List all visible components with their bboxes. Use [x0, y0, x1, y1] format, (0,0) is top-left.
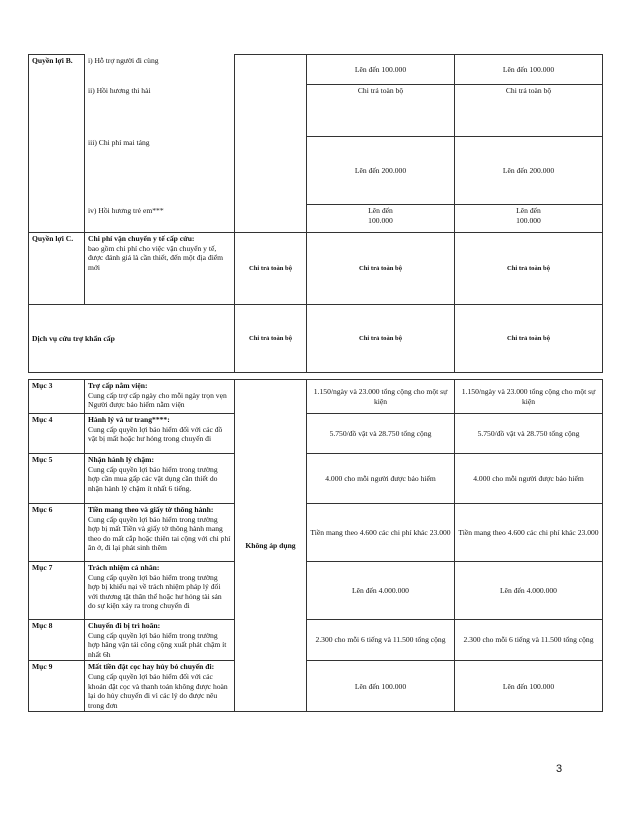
emergency-plan2: Chi trả toàn bộ	[455, 305, 603, 373]
item-description: Cung cấp quyền lợi bảo hiểm đối với các đồ vật bị mất hoặc hư hỏng trong chuyến đi	[88, 424, 223, 444]
item-description: Cung cấp quyền lợi bảo hiểm đối với các khoản đặt cọc và thanh toán không được hoàn lại do hủy chuyến đi vì các lý do được nêu trong đơn	[88, 671, 228, 710]
table-row	[29, 562, 603, 620]
item-description-cell	[85, 414, 235, 454]
benefit-c-label: Quyền lợi C.	[29, 233, 85, 305]
item-plan2: Tiền mang theo 4.600 các chi phí khác 23.000	[455, 504, 603, 562]
item-description-cell	[85, 562, 235, 620]
emergency-column: Chi trả toàn bộ	[235, 305, 307, 373]
item-description-cell	[85, 504, 235, 562]
benefit-c-plan2: Chi trả toàn bộ	[455, 233, 603, 305]
item-label: Mục 8	[29, 620, 85, 661]
item-label: Mục 6	[29, 504, 85, 562]
item-plan2: 4.000 cho mỗi người được bảo hiểm	[455, 454, 603, 504]
item-label: Mục 9	[29, 661, 85, 712]
item-description: Cung cấp trợ cấp ngày cho mỗi ngày trọn vẹn Người được bảo hiểm nằm viện	[88, 390, 227, 410]
item-plan2: Lên đến 100.000	[455, 661, 603, 712]
emergency-plan1: Chi trả toàn bộ	[307, 305, 455, 373]
table-row	[29, 233, 603, 305]
table-row	[29, 137, 603, 205]
page-number: 3	[556, 763, 563, 775]
b-row-plan2: Lên đến 100.000	[455, 55, 603, 85]
item-title: Hành lý và tư trang****:	[88, 415, 170, 424]
item-description: Cung cấp quyền lợi bảo hiểm trong trường hợp bị mất Tiền và giấy tờ thông hành mang theo do mất cắp hoặc thiên tai cộng với chi phí ăn ở, đi lại phát sinh thêm	[88, 514, 231, 553]
emergency-service-label: Dịch vụ cứu trợ khẩn cấp	[29, 305, 235, 373]
item-plan1: 4.000 cho mỗi người được bảo hiểm	[307, 454, 455, 504]
document-page	[28, 54, 602, 712]
item-title: Mất tiền đặt cọc hay hủy bỏ chuyến đi:	[88, 662, 215, 672]
item-label: Mục 5	[29, 454, 85, 504]
item-description-cell	[85, 620, 235, 661]
table-row	[29, 305, 603, 373]
not-applicable-column: Không áp dụng	[235, 380, 307, 712]
b-row-plan2: Lên đến 200.000	[455, 137, 603, 205]
b-row-label: iv) Hồi hương trẻ em***	[85, 205, 235, 233]
benefit-c-description-cell	[85, 233, 235, 305]
item-description: Cung cấp quyền lợi bảo hiểm trong trường hợp bị khiếu nại về trách nhiệm pháp lý đối với thương tật thân thể hoặc hư hỏng tài sản do sự kiện xảy ra trong chuyến đi	[88, 572, 222, 611]
item-label: Mục 7	[29, 562, 85, 620]
b-row-label: i) Hỗ trợ người đi cùng	[85, 55, 235, 85]
item-label: Mục 4	[29, 414, 85, 454]
item-plan2: Lên đến 4.000.000	[455, 562, 603, 620]
item-description-cell	[85, 661, 235, 712]
table-row	[29, 380, 603, 414]
b-row-plan1: Chi trả toàn bộ	[307, 85, 455, 137]
item-plan1: Lên đến 100.000	[307, 661, 455, 712]
item-title: Trách nhiệm cá nhân:	[88, 563, 160, 572]
table-row	[29, 504, 603, 562]
item-plan1: 1.150/ngày và 23.000 tổng cộng cho một sự kiện	[307, 380, 455, 414]
item-title: Chuyến đi bị trì hoãn:	[88, 621, 161, 630]
item-plan1: Lên đến 4.000.000	[307, 562, 455, 620]
item-plan2: 1.150/ngày và 23.000 tổng cộng cho một sự kiện	[455, 380, 603, 414]
b-row-plan1: Lên đến 200.000	[307, 137, 455, 205]
b-row-plan1: Lên đến 100.000	[307, 205, 455, 233]
benefits-table-lower	[28, 379, 603, 712]
item-plan2: 2.300 cho mỗi 6 tiếng và 11.500 tổng cộng	[455, 620, 603, 661]
item-label: Mục 3	[29, 380, 85, 414]
benefit-c-title: Chi phí vận chuyển y tế cấp cứu:	[88, 234, 195, 243]
benefit-c-plan1: Chi trả toàn bộ	[307, 233, 455, 305]
item-title: Trợ cấp nằm viện:	[88, 381, 148, 390]
b-row-label: iii) Chi phí mai táng	[85, 137, 235, 205]
benefit-b-label: Quyền lợi B.	[29, 55, 85, 233]
item-description: Cung cấp quyền lợi bảo hiểm trong trường hợp hãng vận tải công cộng xuất phát chậm ít nhất 6h	[88, 630, 227, 659]
b-row-plan2: Chi trả toàn bộ	[455, 85, 603, 137]
item-description-cell	[85, 454, 235, 504]
table-row	[29, 85, 603, 137]
table-row	[29, 205, 603, 233]
benefit-c-description: bao gồm chi phí cho việc vận chuyển y tế, được đánh giá là cần thiết, đến một địa điểm mới	[88, 243, 224, 272]
b-empty-column	[235, 55, 307, 233]
item-plan2: 5.750/đồ vật và 28.750 tổng cộng	[455, 414, 603, 454]
item-title: Nhận hành lý chậm:	[88, 455, 155, 464]
table-row	[29, 454, 603, 504]
item-plan1: 5.750/đồ vật và 28.750 tổng cộng	[307, 414, 455, 454]
b-row-plan1: Lên đến 100.000	[307, 55, 455, 85]
item-description-cell	[85, 380, 235, 414]
table-row	[29, 661, 603, 712]
table-row	[29, 620, 603, 661]
item-description: Cung cấp quyền lợi bảo hiểm trong trường hợp cần mua gấp các vật dụng cần thiết do nhận hành lý chậm ít nhất 6 tiếng.	[88, 464, 218, 493]
table-row	[29, 414, 603, 454]
benefits-table-upper	[28, 54, 603, 373]
item-plan1: Tiền mang theo 4.600 các chi phí khác 23.000	[307, 504, 455, 562]
item-plan1: 2.300 cho mỗi 6 tiếng và 11.500 tổng cộng	[307, 620, 455, 661]
benefit-c-column: Chi trả toàn bộ	[235, 233, 307, 305]
table-row	[29, 55, 603, 85]
item-title: Tiền mang theo và giấy tờ thông hành:	[88, 505, 214, 514]
b-row-plan2: Lên đến 100.000	[455, 205, 603, 233]
b-row-label: ii) Hồi hương thi hài	[85, 85, 235, 137]
